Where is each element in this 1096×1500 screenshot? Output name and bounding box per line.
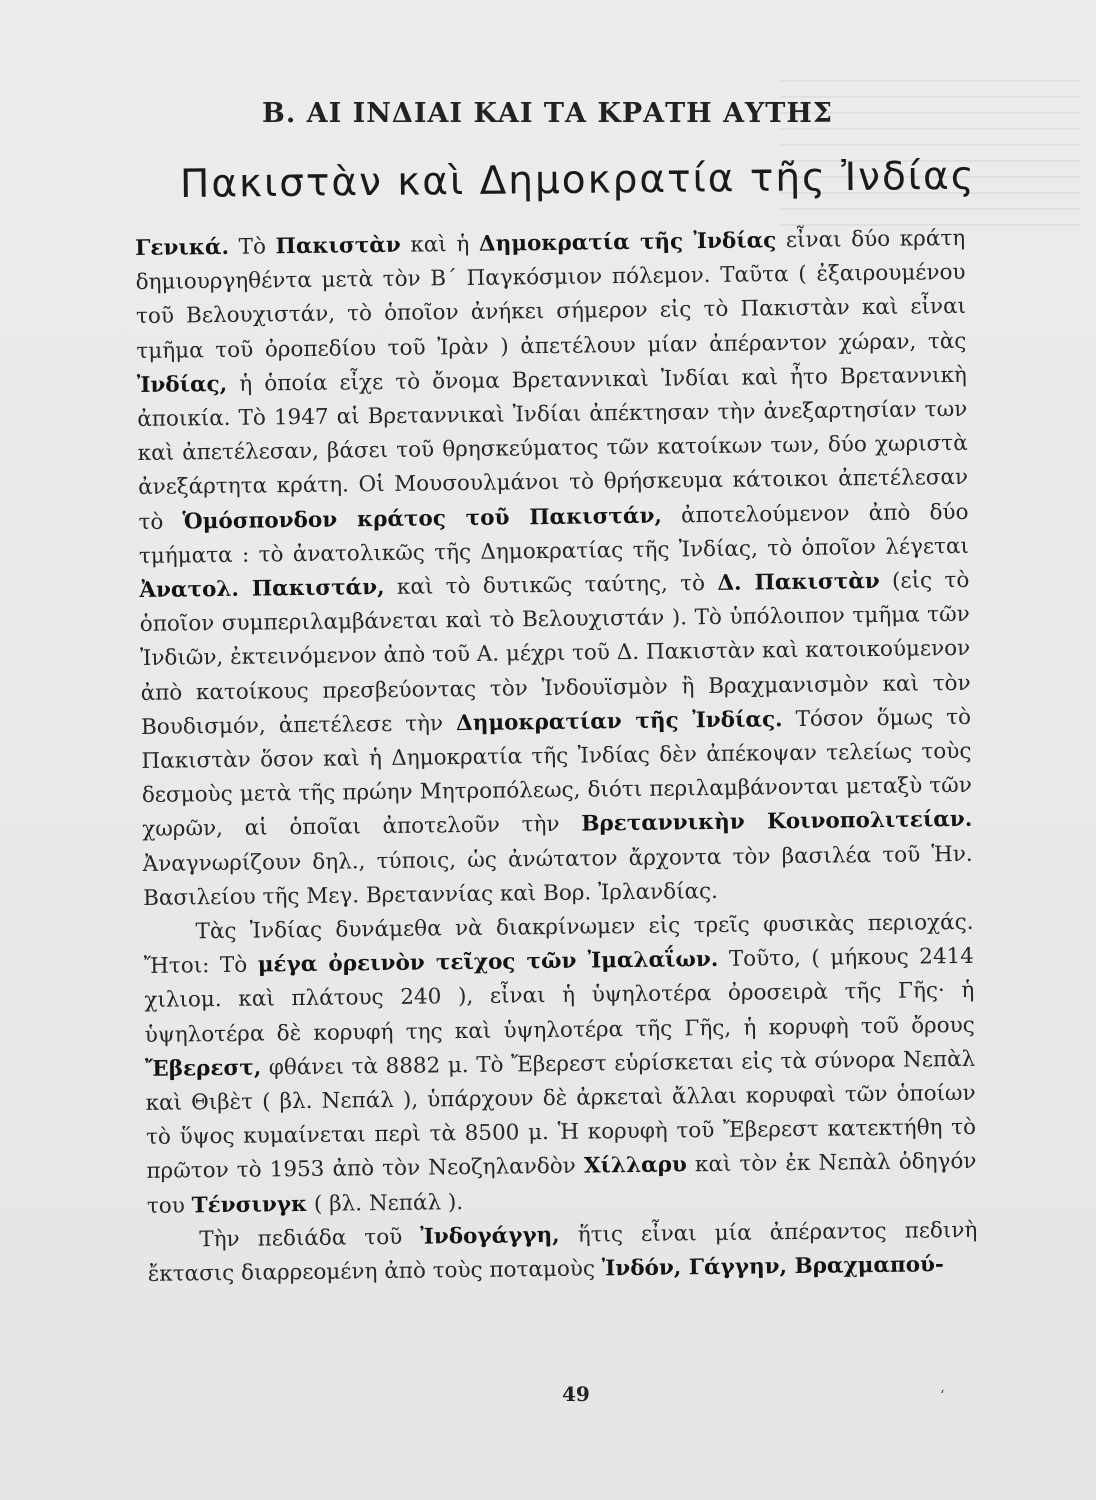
- bold-term: Ἰνδόν, Γάγγην, Βραχμαπού-: [601, 1252, 945, 1282]
- bold-term: Τένσινγκ: [191, 1191, 308, 1219]
- bold-term: Ὁμόσπονδον κράτος τοῦ Πακιστάν,: [182, 503, 663, 535]
- paragraph: [135, 222, 973, 916]
- section-heading: Β. ΑΙ ΙΝΔΙΑΙ ΚΑΙ ΤΑ ΚΡΑΤΗ ΑΥΤΗΣ: [262, 98, 833, 129]
- text-run: ἀποτελούμενον ἀπὸ δύο τμήματα : τὸ ἀνατολικῶς τῆς Δημοκρατίας τῆς Ἰνδίας, τὸ ὁποῖον λέγεται: [138, 499, 970, 569]
- text-run: καὶ τὸν ἐκ Νεπὰλ ὁδηγόν του: [146, 1149, 977, 1219]
- text-run: Τὸ: [228, 234, 276, 260]
- text-run: ἥτις εἶναι μία ἀπέραντος πεδινὴ ἔκτασις διαρρεομένη ἀπὸ τοὺς ποταμοὺς: [147, 1217, 978, 1288]
- bold-term: Δημοκρατία τῆς Ἰνδίας: [478, 228, 777, 257]
- page-number: 49: [562, 1382, 590, 1406]
- text-run: εἶναι δύο κράτη δημιουργηθέντα μετὰ τὸν Β΄ Παγκόσμιον πόλεμον. Ταῦτα ( ἐξαιρουμένου τοῦ Βελουχιστάν, τὸ ὁποῖον ἀνήκει σήμερον εἰς τὸ Πακιστὰν καὶ εἶναι τμῆμα τοῦ ὀροπεδίου τοῦ Ἰρὰν ) ἀπετέλουν μίαν ἀπέραντον χώραν, τὰς: [135, 225, 967, 364]
- bold-term: Ἀνατολ. Πακιστάν,: [139, 575, 385, 604]
- bold-term: Βρεταννικὴν Κοινοπολιτείαν.: [581, 807, 973, 838]
- text-run: ( βλ. Νεπάλ ).: [306, 1189, 464, 1217]
- text-run: Τοῦτο, ( μήκους 2414 χιλιομ. καὶ πλάτους 240 ), εἶναι ἡ ὑψηλοτέρα ὀροσειρὰ τῆς Γῆς· ἡ ὑψηλοτέρα δὲ κορυφή της καὶ ὑψηλοτέρα τῆς Γῆς, ἡ κορυφὴ τοῦ ὄρους: [144, 944, 975, 1048]
- text-run: καὶ τὸ δυτικῶς ταύτης, τὸ: [384, 570, 718, 601]
- bold-term: Ἔβερεστ,: [145, 1055, 262, 1082]
- text-run: Τὴν πεδιάδα τοῦ: [199, 1224, 421, 1253]
- text-run: ἡ ὁποία εἶχε τὸ ὄνομα Βρεταννικαὶ Ἰνδίαι καὶ ἦτο Βρεταννικὴ ἀποικία. Τὸ 1947 αἱ Βρεταννικαὶ Ἰνδίαι ἀπέκτησαν τὴν ἀνεξαρτησίαν των καὶ ἀπετέλεσαν, βάσει τοῦ θρησκεύματος τῶν κατοίκων των, δύο χωριστὰ ἀνεξάρτητα κράτη. Οἱ Μουσουλμάνοι τὸ θρήσκευμα κάτοικοι ἀπετέλεσαν τὸ: [137, 362, 969, 535]
- text-run: (εἰς τὸ ὁποῖον συμπεριλαμβάνεται καὶ τὸ Βελουχιστάν ). Τὸ ὑπόλοιπον τμῆμα τῶν Ἰνδιῶν, ἐκτεινόμενον ἀπὸ τοῦ Α. μέχρι τοῦ Δ. Πακιστὰν καὶ κατοικούμενον ἀπὸ κατοίκους πρεσβεύοντας τὸν Ἰνδουϊσμὸν ἢ Βραχμανισμὸν καὶ τὸν Βουδισμόν, ἀπετέλεσε τὴν: [139, 567, 971, 740]
- bold-term: Γενικά.: [135, 234, 230, 261]
- bold-term: Πακιστὰν: [275, 232, 401, 260]
- bold-term: μέγα ὀρεινὸν τεῖχος τῶν Ἰμαλαΐων.: [257, 947, 719, 978]
- text-run: Τόσον ὅμως τὸ Πακιστὰν ὅσον καὶ ἡ Δημοκρατία τῆς Ἰνδίας δὲν ἀπέκοψαν τελείως τοὺς δεσμοὺς μετὰ τῆς πρώην Μητροπόλεως, διότι περιλαμβάνονται μεταξὺ τῶν χωρῶν, αἱ ὁποῖαι ἀποτελοῦν τὴν: [141, 704, 972, 843]
- paragraph: [143, 906, 977, 1224]
- text-run: Τὰς Ἰνδίας δυνάμεθα νὰ διακρίνωμεν εἰς τρεῖς φυσικὰς περιοχάς. Ἤτοι: Τὸ: [143, 909, 974, 980]
- paragraph: [147, 1214, 978, 1293]
- text-run: καὶ ἡ: [400, 231, 480, 258]
- bold-term: Δημοκρατίαν τῆς Ἰνδίας.: [455, 706, 783, 736]
- text-run: Ἀναγνωρίζουν δηλ., τύποις, ὡς ἀνώτατον ἄρχοντα τὸν βασιλέα τοῦ Ἡν. Βασιλείου τῆς Μεγ. Βρεταννίας καὶ Βορ. Ἰρλανδίας.: [142, 841, 973, 911]
- page-title: Πακιστὰν καὶ Δημοκρατία τῆς Ἰνδίας: [179, 153, 976, 207]
- edge-mark: ʻ: [940, 1388, 945, 1404]
- bold-term: Ἰνδίας,: [136, 371, 228, 398]
- text-run: φθάνει τὰ 8882 μ. Τὸ Ἔβερεστ εὑρίσκεται εἰς τὰ σύνορα Νεπὰλ καὶ Θιβὲτ ( βλ. Νεπάλ ), ὑπάρχουν δὲ ἀρκεταὶ ἄλλαι κορυφαὶ τῶν ὁποίων τὸ ὕψος κυμαίνεται περὶ τὰ 8500 μ. Ἡ κορυφὴ τοῦ Ἔβερεστ κατεκτήθη τὸ πρῶτον τὸ 1953 ἀπὸ τὸν Νεοζηλανδὸν: [145, 1046, 977, 1185]
- bold-term: Ἰνδογάγγη,: [420, 1222, 560, 1250]
- body-text: [135, 222, 978, 1292]
- bold-term: Δ. Πακιστὰν: [717, 568, 880, 596]
- bold-term: Χίλλαρυ: [583, 1152, 688, 1180]
